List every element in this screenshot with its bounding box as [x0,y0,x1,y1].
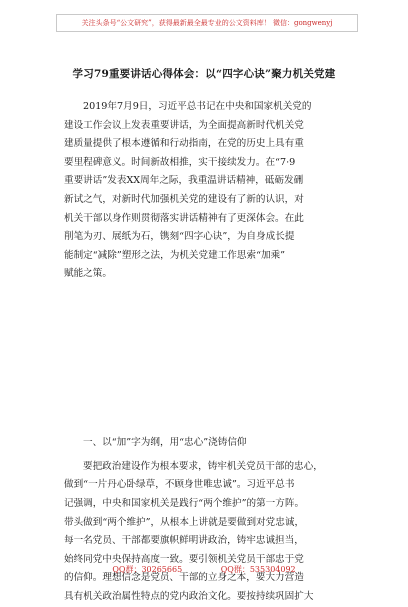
footer-qq-group-2: QQ群：535304092 [220,565,296,574]
paragraph-line: 带头做到“两个维护”，从根本上讲就是要做到对党忠诚， [64,516,305,528]
paragraph-line: 赋能之策。 [64,268,112,280]
paragraph-1 [64,98,346,284]
paragraph-line: 重要讲话”发表XX周年之际，我重温讲话精神，砥砺发硎 [64,175,304,187]
paragraph-line: 2019年7月9日，习近平总书记在中央和国家机关党的 [83,101,312,112]
footer-qq-group-1: QQ群：30265665 [112,565,183,574]
paragraph-2 [64,402,346,607]
paragraph-line: 建质量提供了根本遵循和行动指南，在党的历史上具有重 [64,138,304,150]
section-heading: 一、以“加”字为纲，用“忠心”浇铸信仰 [83,437,247,448]
paragraph-line: 的信仰。理想信念是党员、干部的立身之本，要大力营造 [64,572,304,584]
paragraph-line: 始终同党中央保持高度一致。要引领机关党员干部忠于党 [64,553,304,565]
paragraph-line: 机关干部以身作则贯彻落实讲话精神有了更深体会。在此 [64,212,304,224]
footer-contact [0,564,408,575]
paragraph-line: 做到“一片丹心卧绿草，不顾身世唯忠诚”。习近平总书 [64,479,295,491]
paragraph-line: 削笔为刃、展纸为石，镌刻“四字心诀”，为自身成长提 [64,231,295,243]
paragraph-line: 要里程碑意义。时间新故相推，实干接续发力。在“7·9 [64,156,296,168]
paragraph-line: 要把政治建设作为根本要求，铸牢机关党员干部的忠心， [83,460,323,472]
paragraph-line: 能制定“减除”塑形之法，为机关党建工作思索“加乘” [64,249,286,261]
paragraph-line: 具有机关政治属性特点的党内政治文化。要按持续巩固扩大 [64,590,314,602]
promo-header-notice: 关注头条号“公文研究”，获得最新最全最专业的公文资料库！ 微信：gongwenyj [56,14,358,32]
paragraph-line: 新试之气，对新时代加强机关党的建设有了新的认识，对 [64,193,304,205]
paragraph-line: 记强调，中央和国家机关是践行“两个维护”的第一方阵。 [64,497,305,509]
paragraph-line: 每一名党员、干部都要旗帜鲜明讲政治，铸牢忠诚担当， [64,535,304,547]
document-title: 学习79重要讲话心得体会：以“四字心诀”聚力机关党建 [72,68,336,80]
paragraph-line: 建设工作会议上发表重要讲话，为全面提高新时代机关党 [64,119,304,131]
